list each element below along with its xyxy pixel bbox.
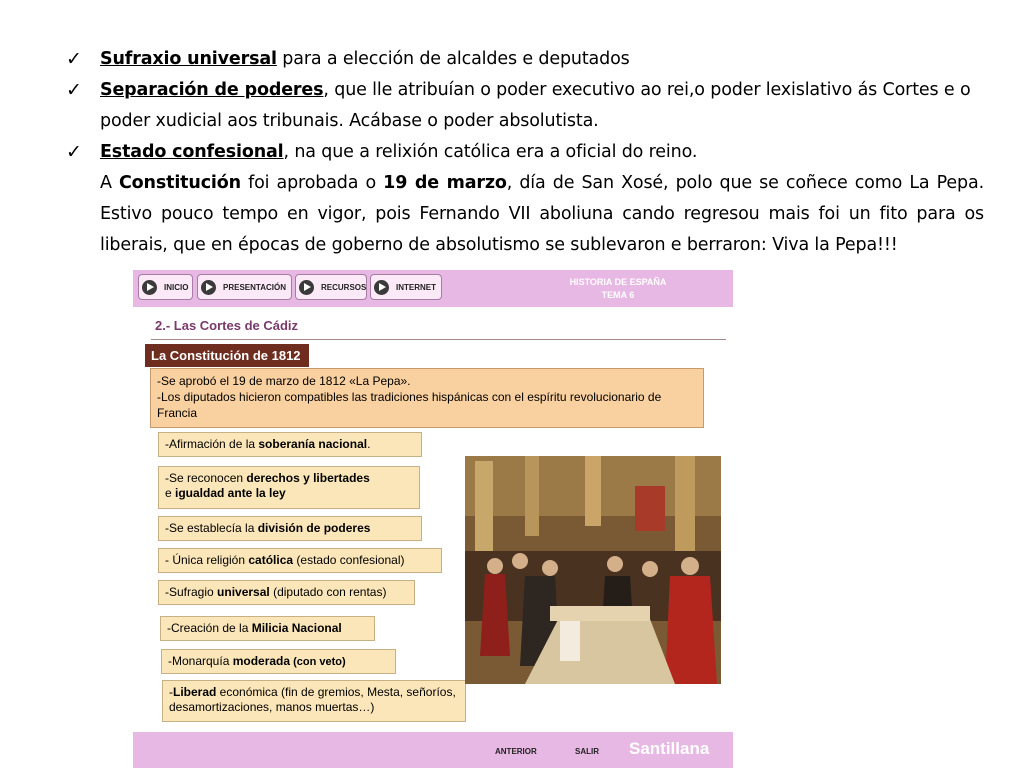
summary-box [150, 368, 704, 428]
bullet-item [66, 75, 984, 137]
text: -Se reconocen [165, 471, 247, 485]
bold-text: 19 de marzo [383, 173, 507, 193]
nav-label: INTERNET [396, 282, 436, 292]
anterior-link[interactable]: ANTERIOR [495, 747, 537, 756]
nav-internet-button[interactable] [370, 274, 442, 300]
play-icon [201, 280, 216, 295]
bullet-term: Separación de poderes [100, 80, 324, 100]
divider [151, 339, 726, 340]
text: -Afirmación de la [165, 437, 259, 451]
nav-label: PRESENTACIÓN [223, 282, 286, 292]
nav-inicio-button[interactable] [138, 274, 193, 300]
checkmark-icon: ✓ [66, 48, 82, 70]
text: (diputado con rentas) [269, 585, 387, 599]
nav-recursos-button[interactable] [295, 274, 367, 300]
brand-subtitle: TEMA 6 [601, 290, 635, 300]
text: - Única religión [165, 553, 249, 567]
brand-logo: Santillana [629, 739, 710, 758]
bold-text: derechos y libertades [246, 471, 370, 485]
bold-text: soberanía nacional [258, 437, 368, 451]
text: (estado confesional) [293, 553, 405, 567]
nav-presentacion-button[interactable] [197, 274, 292, 300]
bold-text: moderada [232, 654, 291, 668]
paragraph [66, 168, 984, 261]
item-box [158, 516, 422, 541]
bold-text: Liberad [173, 685, 217, 699]
bold-text: católica [248, 553, 294, 567]
item-box [158, 466, 420, 509]
bullet-item [66, 44, 984, 75]
nav-label: RECURSOS [321, 282, 367, 292]
play-icon [374, 280, 389, 295]
item-box [162, 680, 466, 722]
brand-title: HISTORIA DE ESPAÑA [569, 277, 667, 287]
play-icon [299, 280, 314, 295]
text: - [169, 685, 173, 699]
topic-tag: La Constitución de 1812 [145, 344, 309, 367]
salir-link[interactable]: SALIR [575, 747, 599, 756]
play-icon [142, 280, 157, 295]
item-box [158, 580, 415, 605]
bold-text: igualdad ante la ley [175, 486, 286, 500]
text: A [100, 173, 119, 193]
bullet-term: Estado confesional [100, 142, 284, 162]
checkmark-icon: ✓ [66, 79, 82, 101]
text: económica (fin de gremios, Mesta, señoríos, desamortizaciones, manos muertas…) [169, 685, 456, 714]
text: -Creación de la [167, 621, 252, 635]
text: -Monarquía [168, 654, 233, 668]
bullet-text: , que lle atribuían o poder executivo ao rei,o poder lexislativo ás Cortes e o poder xudicial aos tribunais. Acábase o poder absolutista. [100, 80, 971, 131]
text: foi aprobada o [240, 173, 384, 193]
bullet-term: Sufraxio universal [100, 49, 277, 69]
embedded-slide [133, 270, 733, 768]
bullet-item [66, 137, 984, 168]
bullet-text: para a elección de alcaldes e deputados [276, 49, 630, 69]
summary-line: -Se aprobó el 19 de marzo de 1812 «La Pepa». [157, 374, 411, 388]
slide-header-brand [533, 276, 703, 302]
section-title: 2.- Las Cortes de Cádiz [155, 318, 299, 333]
item-box [158, 432, 422, 457]
checkmark-icon: ✓ [66, 141, 82, 163]
nav-label: INICIO [164, 282, 189, 292]
item-box [161, 649, 396, 674]
bold-text: división de poderes [257, 521, 371, 535]
text: e [165, 486, 176, 500]
text: , día de San Xosé, polo que se coñece como La Pepa. Estivo pouco tempo en vigor, pois Fernando VII aboliuna cando regresou mais foi un fito para os liberais, que en épocas de goberno de absolutismo se sublevaron e berraron: Viva la Pepa!!! [100, 173, 984, 255]
bold-text: universal [217, 585, 270, 599]
summary-line: -Los diputados hicieron compatibles las tradiciones hispánicas con el espíritu revolucionario de Francia [157, 390, 662, 420]
item-box [160, 616, 375, 641]
painting-image [465, 456, 721, 684]
item-box [158, 548, 442, 573]
text: -Sufragio [165, 585, 218, 599]
text: -Se establecía la [165, 521, 258, 535]
bold-text: Constitución [118, 173, 241, 193]
bullet-list [66, 44, 984, 261]
bullet-text: , na que a relixión católica era a oficial do reino. [283, 142, 698, 162]
historical-painting [465, 456, 721, 684]
text: (con veto) [290, 656, 346, 668]
text: . [367, 437, 371, 451]
bold-text: Milicia Nacional [251, 621, 342, 635]
